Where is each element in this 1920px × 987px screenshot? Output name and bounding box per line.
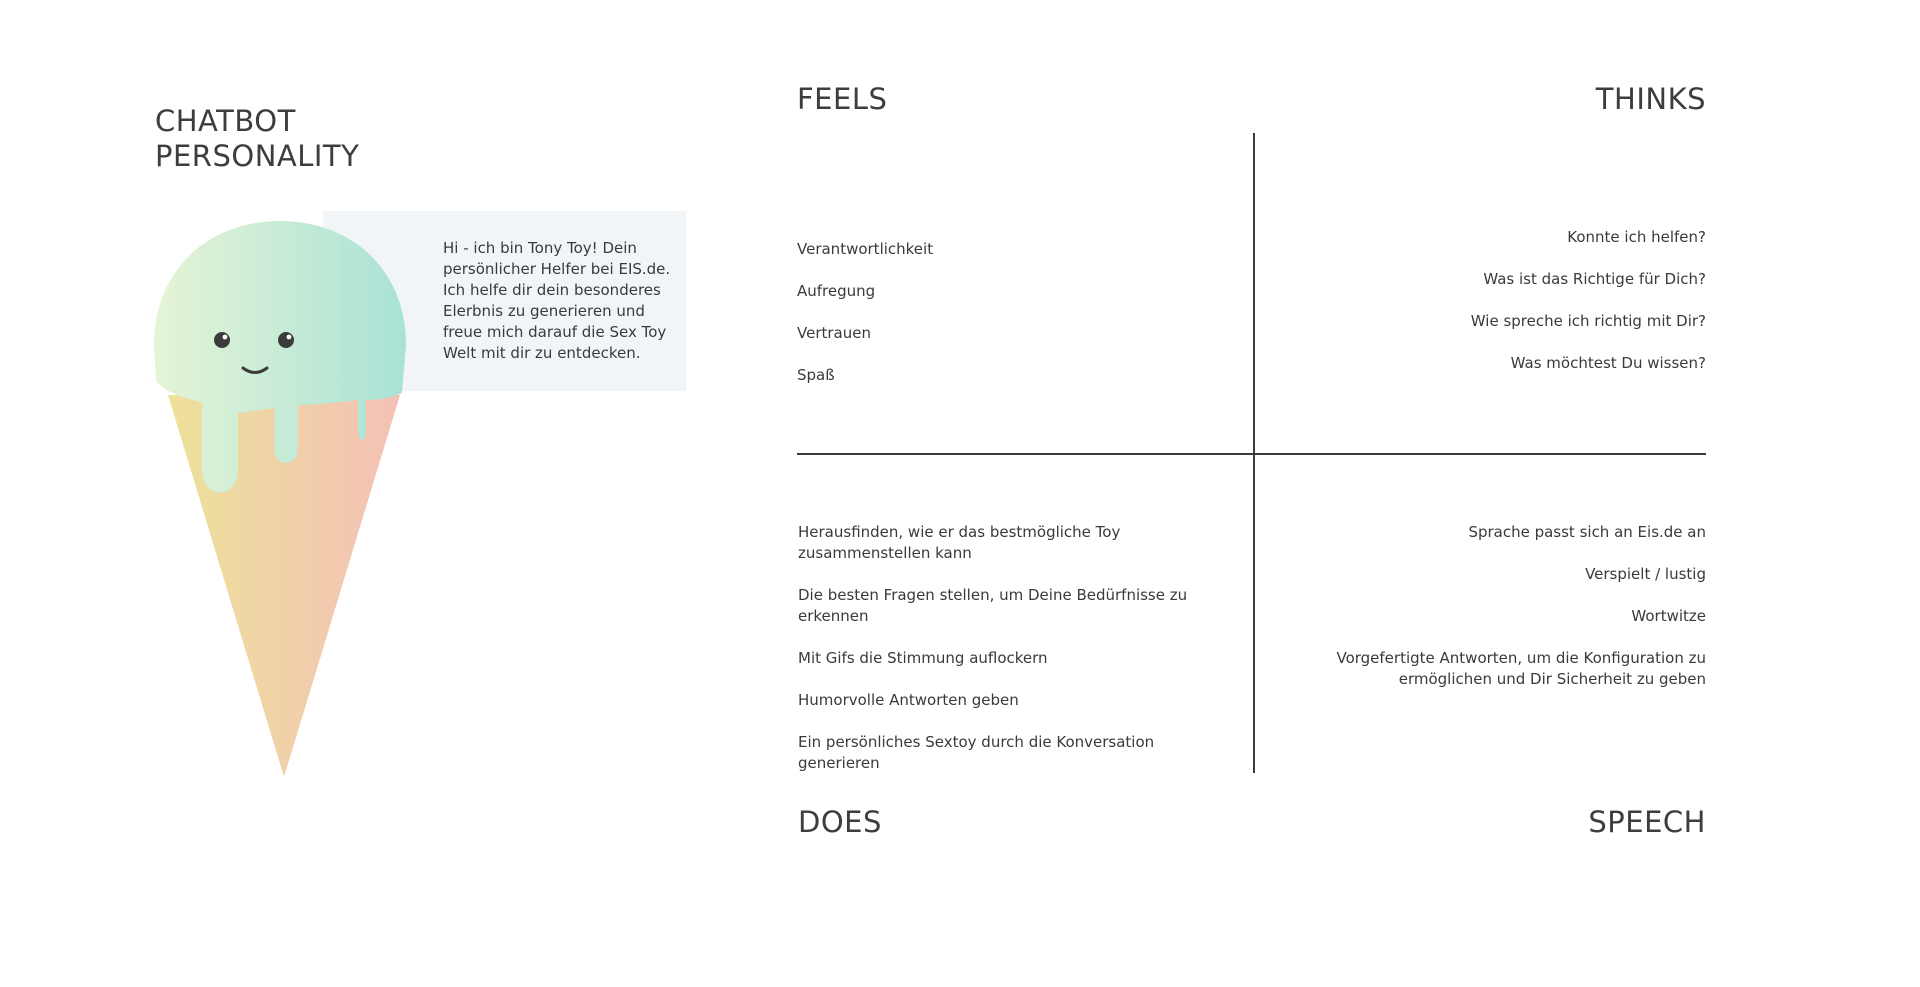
speech-heading: SPEECH — [1588, 805, 1706, 839]
page-title-line-2: PERSONALITY — [155, 139, 360, 173]
horizontal-divider — [797, 453, 1706, 455]
ice-cream-mascot — [150, 215, 410, 775]
feels-list — [797, 239, 933, 407]
list-item: Konnte ich helfen? — [1567, 228, 1706, 246]
list-item: Aufregung — [797, 282, 876, 300]
list-item: Humorvolle Antworten geben — [798, 691, 1019, 709]
does-list — [798, 522, 1218, 795]
feels-heading: FEELS — [797, 82, 888, 116]
speech-list — [1266, 522, 1706, 711]
list-item: Vorgefertigte Antworten, um die Konfiguration zu ermöglichen und Dir Sicherheit zu geben — [1336, 649, 1706, 688]
does-heading: DOES — [798, 805, 882, 839]
list-item: Herausfinden, wie er das bestmögliche Toy zusammenstellen kann — [798, 523, 1121, 562]
list-item: Verspielt / lustig — [1585, 565, 1706, 583]
list-item: Mit Gifs die Stimmung auflockern — [798, 649, 1048, 667]
list-item: Sprache passt sich an Eis.de an — [1468, 523, 1706, 541]
list-item: Spaß — [797, 366, 835, 384]
list-item: Vertrauen — [797, 324, 871, 342]
list-item: Was ist das Richtige für Dich? — [1483, 270, 1706, 288]
list-item: Wortwitze — [1631, 607, 1706, 625]
right-eye-icon — [278, 332, 294, 348]
list-item: Was möchtest Du wissen? — [1510, 354, 1706, 372]
thinks-list — [1471, 227, 1706, 395]
left-eye-icon — [214, 332, 230, 348]
thinks-heading: THINKS — [1595, 82, 1706, 116]
list-item: Verantwortlichkeit — [797, 240, 934, 258]
list-item: Ein persönliches Sextoy durch die Konversation generieren — [798, 733, 1155, 772]
page-title-line-1: CHATBOT — [155, 104, 296, 138]
page-title — [155, 104, 359, 174]
list-item: Die besten Fragen stellen, um Deine Bedürfnisse zu erkennen — [798, 586, 1188, 625]
list-item: Wie spreche ich richtig mit Dir? — [1470, 312, 1706, 330]
speech-bubble-text: Hi - ich bin Tony Toy! Dein persönlicher Helfer bei EIS.de. Ich helfe dir dein besonderes Elerbnis zu generieren und freue mich darauf die Sex Toy Welt mit dir zu entdecken. — [443, 239, 671, 362]
